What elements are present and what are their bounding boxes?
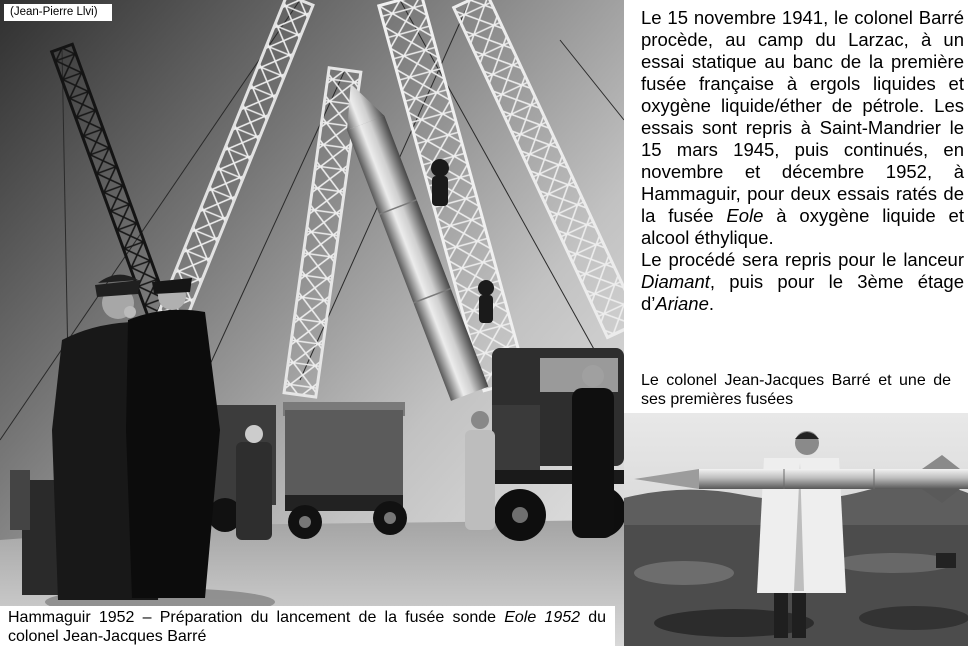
photo-credit: (Jean-Pierre Llvi) <box>4 4 112 21</box>
caption-text: Hammaguir 1952 – Préparation du lancement de la fusée sonde <box>8 609 505 626</box>
launcher-name-diamant: Diamant <box>641 271 710 292</box>
rocket-name-eole: Eole <box>726 205 764 226</box>
paragraph-2-end: . <box>708 293 715 314</box>
paragraph-2-text: Le procédé sera repris pour le lanceur <box>641 249 964 270</box>
paragraph-1-text: Le 15 novembre 1941, le colonel Barré procède, au camp du Larzac, à un essai statique au banc de la première fusée française à ergols liquides et oxygène liquide/éther de pétrole. Les essais sont repris à Saint-Mandrier le 15 mars 1945, puis continués, en novembre et décembre 1952, à Hammaguir, pour deux essais ratés de la fusée <box>641 7 964 226</box>
launch-photo-caption <box>0 606 615 646</box>
cart <box>936 553 956 568</box>
officer-right <box>126 278 220 598</box>
colonel-photo-caption: Le colonel Jean-Jacques Barré et une de ses premières fusées <box>635 368 965 413</box>
history-text-block <box>641 7 964 315</box>
caption-text-end: du colonel Jean-Jacques Barré <box>8 609 607 645</box>
paragraph-1-end: à oxygène liquide et alcool éthylique. <box>641 205 964 248</box>
worker-right <box>572 365 614 538</box>
worker-center <box>236 425 272 540</box>
caption-italic-rocket-name: Eole 1952 <box>504 609 581 626</box>
colonel-rocket-photo <box>624 413 968 646</box>
paragraph-2-middle: , puis pour le 3ème étage d’ <box>641 271 964 314</box>
paragraph-1 <box>641 7 964 249</box>
launcher-name-ariane: Ariane <box>655 293 709 314</box>
paragraph-2 <box>641 249 964 315</box>
